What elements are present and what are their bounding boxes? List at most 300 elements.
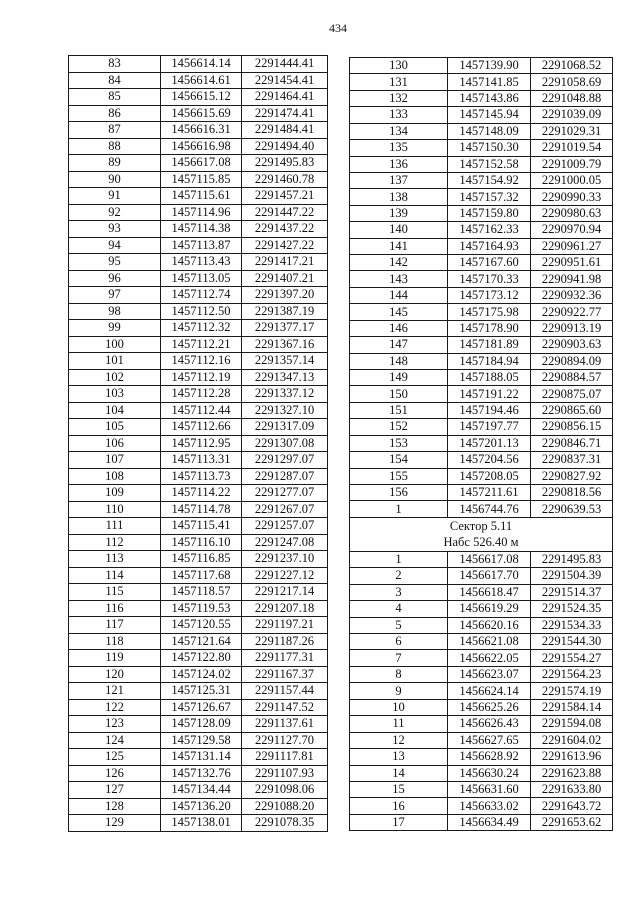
table-row (69, 89, 328, 106)
y-coordinate-cell: 2291157.44 (242, 683, 328, 700)
coordinates-table-body (350, 551, 613, 830)
x-coordinate-cell: 1457197.77 (448, 419, 531, 435)
y-coordinate-cell: 2291454.41 (242, 72, 328, 89)
y-coordinate-cell: 2291457.21 (242, 188, 328, 205)
x-coordinate-cell: 1457188.05 (448, 370, 531, 386)
table-row (69, 138, 328, 155)
y-coordinate-cell: 2291495.83 (242, 155, 328, 172)
x-coordinate-cell: 1457114.22 (161, 485, 242, 502)
table-row (350, 568, 613, 584)
table-row (69, 600, 328, 617)
x-coordinate-cell: 1457112.66 (161, 419, 242, 436)
table-row (69, 105, 328, 122)
table-row (69, 237, 328, 254)
y-coordinate-cell: 2291633.80 (531, 781, 613, 797)
y-coordinate-cell: 2291297.07 (242, 452, 328, 469)
y-coordinate-cell: 2290818.56 (531, 484, 613, 500)
x-coordinate-cell: 1456619.29 (448, 601, 531, 617)
point-number-cell: 124 (69, 732, 161, 749)
point-number-cell: 6 (350, 634, 448, 650)
x-coordinate-cell: 1457159.80 (448, 205, 531, 221)
point-number-cell: 15 (350, 781, 448, 797)
point-number-cell: 12 (350, 732, 448, 748)
coordinates-table-right (349, 57, 613, 831)
point-number-cell: 128 (69, 798, 161, 815)
x-coordinate-cell: 1456623.07 (448, 666, 531, 682)
y-coordinate-cell: 2291464.41 (242, 89, 328, 106)
table-row (350, 172, 613, 188)
table-row (350, 238, 613, 254)
y-coordinate-cell: 2291504.39 (531, 568, 613, 584)
x-coordinate-cell: 1457145.94 (448, 107, 531, 123)
x-coordinate-cell: 1457154.92 (448, 172, 531, 188)
table-row (69, 501, 328, 518)
x-coordinate-cell: 1457181.89 (448, 337, 531, 353)
y-coordinate-cell: 2291327.10 (242, 402, 328, 419)
y-coordinate-cell: 2291078.35 (242, 815, 328, 832)
point-number-cell: 127 (69, 782, 161, 799)
x-coordinate-cell: 1457113.31 (161, 452, 242, 469)
point-number-cell: 86 (69, 105, 161, 122)
x-coordinate-cell: 1457131.14 (161, 749, 242, 766)
y-coordinate-cell: 2290827.92 (531, 468, 613, 484)
y-coordinate-cell: 2291437.22 (242, 221, 328, 238)
table-row (350, 222, 613, 238)
table-row (69, 155, 328, 172)
x-coordinate-cell: 1456627.65 (448, 732, 531, 748)
table-row (69, 72, 328, 89)
table-row (350, 468, 613, 484)
x-coordinate-cell: 1456631.60 (448, 781, 531, 797)
point-number-cell: 102 (69, 369, 161, 386)
y-coordinate-cell: 2291474.41 (242, 105, 328, 122)
x-coordinate-cell: 1457125.31 (161, 683, 242, 700)
y-coordinate-cell: 2290894.09 (531, 353, 613, 369)
y-coordinate-cell: 2291277.07 (242, 485, 328, 502)
point-number-cell: 3 (350, 584, 448, 600)
x-coordinate-cell: 1457114.96 (161, 204, 242, 221)
coordinates-table-left (68, 55, 328, 832)
table-row (350, 650, 613, 666)
coordinates-table-body (69, 56, 328, 832)
table-row (69, 419, 328, 436)
y-coordinate-cell: 2291019.54 (531, 140, 613, 156)
point-number-cell: 132 (350, 90, 448, 106)
x-coordinate-cell: 1456617.08 (161, 155, 242, 172)
x-coordinate-cell: 1457112.50 (161, 303, 242, 320)
table-row (69, 303, 328, 320)
point-number-cell: 91 (69, 188, 161, 205)
y-coordinate-cell: 2290961.27 (531, 238, 613, 254)
x-coordinate-cell: 1456615.69 (161, 105, 242, 122)
y-coordinate-cell: 2291197.21 (242, 617, 328, 634)
point-number-cell: 115 (69, 584, 161, 601)
x-coordinate-cell: 1457118.57 (161, 584, 242, 601)
table-row (69, 452, 328, 469)
point-number-cell: 107 (69, 452, 161, 469)
x-coordinate-cell: 1457124.02 (161, 666, 242, 683)
y-coordinate-cell: 2291377.17 (242, 320, 328, 337)
point-number-cell: 113 (69, 551, 161, 568)
table-row (69, 633, 328, 650)
point-number-cell: 98 (69, 303, 161, 320)
y-coordinate-cell: 2291397.20 (242, 287, 328, 304)
y-coordinate-cell: 2291484.41 (242, 122, 328, 139)
table-row (69, 254, 328, 271)
table-row (69, 122, 328, 139)
table-row (69, 567, 328, 584)
point-number-cell: 149 (350, 370, 448, 386)
y-coordinate-cell: 2291137.61 (242, 716, 328, 733)
x-coordinate-cell: 1457115.41 (161, 518, 242, 535)
point-number-cell: 137 (350, 172, 448, 188)
table-row (69, 683, 328, 700)
table-row (350, 683, 613, 699)
table-row (69, 782, 328, 799)
point-number-cell: 141 (350, 238, 448, 254)
x-coordinate-cell: 1456624.14 (448, 683, 531, 699)
x-coordinate-cell: 1457170.33 (448, 271, 531, 287)
table-row (350, 386, 613, 402)
y-coordinate-cell: 2291604.02 (531, 732, 613, 748)
x-coordinate-cell: 1457113.87 (161, 237, 242, 254)
table-row (350, 749, 613, 765)
y-coordinate-cell: 2291068.52 (531, 58, 613, 74)
table-row (350, 765, 613, 781)
x-coordinate-cell: 1457191.22 (448, 386, 531, 402)
table-row (350, 402, 613, 418)
table-row (69, 534, 328, 551)
table-row (69, 204, 328, 221)
point-number-cell: 123 (69, 716, 161, 733)
table-row (350, 123, 613, 139)
y-coordinate-cell: 2291534.33 (531, 617, 613, 633)
table-row (350, 634, 613, 650)
point-number-cell: 121 (69, 683, 161, 700)
x-coordinate-cell: 1457164.93 (448, 238, 531, 254)
x-coordinate-cell: 1457162.33 (448, 222, 531, 238)
y-coordinate-cell: 2290903.63 (531, 337, 613, 353)
y-coordinate-cell: 2291177.31 (242, 650, 328, 667)
point-number-cell: 100 (69, 336, 161, 353)
point-number-cell: 125 (69, 749, 161, 766)
point-number-cell: 99 (69, 320, 161, 337)
point-number-cell: 139 (350, 205, 448, 221)
point-number-cell: 148 (350, 353, 448, 369)
table-row (69, 699, 328, 716)
point-number-cell: 10 (350, 699, 448, 715)
x-coordinate-cell: 1457208.05 (448, 468, 531, 484)
x-coordinate-cell: 1457136.20 (161, 798, 242, 815)
y-coordinate-cell: 2291427.22 (242, 237, 328, 254)
point-number-cell: 84 (69, 72, 161, 89)
point-number-cell: 106 (69, 435, 161, 452)
x-coordinate-cell: 1457129.58 (161, 732, 242, 749)
point-number-cell: 105 (69, 419, 161, 436)
point-number-cell: 5 (350, 617, 448, 633)
x-coordinate-cell: 1457173.12 (448, 287, 531, 303)
table-row (350, 255, 613, 271)
point-number-cell: 7 (350, 650, 448, 666)
point-number-cell: 1 (350, 501, 448, 517)
table-row (69, 650, 328, 667)
point-number-cell: 131 (350, 74, 448, 90)
point-number-cell: 144 (350, 287, 448, 303)
point-number-cell: 109 (69, 485, 161, 502)
sector-subtitle: Набс 526.40 м (443, 535, 519, 550)
x-coordinate-cell: 1456622.05 (448, 650, 531, 666)
point-number-cell: 153 (350, 435, 448, 451)
x-coordinate-cell: 1457134.44 (161, 782, 242, 799)
sector-title: Сектор 5.11 (449, 519, 513, 534)
y-coordinate-cell: 2291407.21 (242, 270, 328, 287)
y-coordinate-cell: 2291613.96 (531, 749, 613, 765)
x-coordinate-cell: 1457175.98 (448, 304, 531, 320)
x-coordinate-cell: 1457143.86 (448, 90, 531, 106)
table-row (69, 353, 328, 370)
point-number-cell: 138 (350, 189, 448, 205)
x-coordinate-cell: 1457184.94 (448, 353, 531, 369)
y-coordinate-cell: 2291337.12 (242, 386, 328, 403)
y-coordinate-cell: 2291564.23 (531, 666, 613, 682)
coordinates-table-body (350, 58, 613, 518)
x-coordinate-cell: 1457112.95 (161, 435, 242, 452)
y-coordinate-cell: 2291447.22 (242, 204, 328, 221)
point-number-cell: 140 (350, 222, 448, 238)
table-row (69, 485, 328, 502)
x-coordinate-cell: 1457141.85 (448, 74, 531, 90)
point-number-cell: 122 (69, 699, 161, 716)
y-coordinate-cell: 2291514.37 (531, 584, 613, 600)
point-number-cell: 96 (69, 270, 161, 287)
table-row (69, 270, 328, 287)
y-coordinate-cell: 2291524.35 (531, 601, 613, 617)
x-coordinate-cell: 1457112.21 (161, 336, 242, 353)
x-coordinate-cell: 1456614.14 (161, 56, 242, 73)
x-coordinate-cell: 1457112.16 (161, 353, 242, 370)
table-row (69, 468, 328, 485)
y-coordinate-cell: 2290884.57 (531, 370, 613, 386)
table-row (350, 699, 613, 715)
x-coordinate-cell: 1457178.90 (448, 320, 531, 336)
point-number-cell: 90 (69, 171, 161, 188)
table-row (350, 90, 613, 106)
y-coordinate-cell: 2291039.09 (531, 107, 613, 123)
x-coordinate-cell: 1457152.58 (448, 156, 531, 172)
table-row (350, 205, 613, 221)
x-coordinate-cell: 1457116.85 (161, 551, 242, 568)
table-row (69, 765, 328, 782)
point-number-cell: 146 (350, 320, 448, 336)
sector-header-row (350, 517, 613, 551)
y-coordinate-cell: 2290990.33 (531, 189, 613, 205)
y-coordinate-cell: 2291494.40 (242, 138, 328, 155)
y-coordinate-cell: 2291623.88 (531, 765, 613, 781)
point-number-cell: 111 (69, 518, 161, 535)
x-coordinate-cell: 1457116.10 (161, 534, 242, 551)
x-coordinate-cell: 1457113.43 (161, 254, 242, 271)
table-row (350, 58, 613, 74)
point-number-cell: 134 (350, 123, 448, 139)
x-coordinate-cell: 1456626.43 (448, 716, 531, 732)
table-row (350, 798, 613, 814)
table-row (350, 419, 613, 435)
point-number-cell: 145 (350, 304, 448, 320)
x-coordinate-cell: 1457114.78 (161, 501, 242, 518)
point-number-cell: 87 (69, 122, 161, 139)
x-coordinate-cell: 1456616.31 (161, 122, 242, 139)
point-number-cell: 150 (350, 386, 448, 402)
x-coordinate-cell: 1457112.44 (161, 402, 242, 419)
point-number-cell: 110 (69, 501, 161, 518)
point-number-cell: 14 (350, 765, 448, 781)
y-coordinate-cell: 2290856.15 (531, 419, 613, 435)
y-coordinate-cell: 2291048.88 (531, 90, 613, 106)
sector-header-cell (350, 517, 613, 551)
point-number-cell: 94 (69, 237, 161, 254)
point-number-cell: 93 (69, 221, 161, 238)
table-row (350, 484, 613, 500)
x-coordinate-cell: 1456634.49 (448, 814, 531, 830)
point-number-cell: 95 (69, 254, 161, 271)
y-coordinate-cell: 2291387.19 (242, 303, 328, 320)
table-row (350, 107, 613, 123)
x-coordinate-cell: 1456617.08 (448, 551, 531, 567)
y-coordinate-cell: 2291000.05 (531, 172, 613, 188)
x-coordinate-cell: 1457204.56 (448, 452, 531, 468)
table-row (69, 402, 328, 419)
table-row (69, 798, 328, 815)
y-coordinate-cell: 2291029.31 (531, 123, 613, 139)
table-row (350, 617, 613, 633)
y-coordinate-cell: 2291187.26 (242, 633, 328, 650)
y-coordinate-cell: 2291257.07 (242, 518, 328, 535)
point-number-cell: 118 (69, 633, 161, 650)
x-coordinate-cell: 1457157.32 (448, 189, 531, 205)
x-coordinate-cell: 1456618.47 (448, 584, 531, 600)
x-coordinate-cell: 1456617.70 (448, 568, 531, 584)
table-row (350, 732, 613, 748)
y-coordinate-cell: 2290932.36 (531, 287, 613, 303)
table-row (350, 601, 613, 617)
point-number-cell: 117 (69, 617, 161, 634)
y-coordinate-cell: 2291307.08 (242, 435, 328, 452)
table-row (69, 518, 328, 535)
point-number-cell: 152 (350, 419, 448, 435)
y-coordinate-cell: 2291653.62 (531, 814, 613, 830)
table-row (350, 716, 613, 732)
table-row (69, 716, 328, 733)
x-coordinate-cell: 1457113.05 (161, 270, 242, 287)
point-number-cell: 142 (350, 255, 448, 271)
point-number-cell: 120 (69, 666, 161, 683)
y-coordinate-cell: 2291643.72 (531, 798, 613, 814)
table-row (69, 287, 328, 304)
table-row (350, 370, 613, 386)
table-row (69, 369, 328, 386)
y-coordinate-cell: 2291247.08 (242, 534, 328, 551)
point-number-cell: 151 (350, 402, 448, 418)
table-row (350, 189, 613, 205)
y-coordinate-cell: 2291287.07 (242, 468, 328, 485)
y-coordinate-cell: 2291574.19 (531, 683, 613, 699)
y-coordinate-cell: 2291009.79 (531, 156, 613, 172)
table-row (350, 353, 613, 369)
table-row (350, 156, 613, 172)
table-row (69, 749, 328, 766)
x-coordinate-cell: 1457121.64 (161, 633, 242, 650)
table-row (350, 140, 613, 156)
y-coordinate-cell: 2290941.98 (531, 271, 613, 287)
x-coordinate-cell: 1457126.67 (161, 699, 242, 716)
table-row (69, 732, 328, 749)
x-coordinate-cell: 1457112.74 (161, 287, 242, 304)
x-coordinate-cell: 1456614.61 (161, 72, 242, 89)
table-row (69, 386, 328, 403)
y-coordinate-cell: 2290875.07 (531, 386, 613, 402)
point-number-cell: 119 (69, 650, 161, 667)
point-number-cell: 112 (69, 534, 161, 551)
y-coordinate-cell: 2290846.71 (531, 435, 613, 451)
x-coordinate-cell: 1457148.09 (448, 123, 531, 139)
table-row (350, 320, 613, 336)
table-row (69, 171, 328, 188)
y-coordinate-cell: 2291444.41 (242, 56, 328, 73)
point-number-cell: 97 (69, 287, 161, 304)
table-row (69, 336, 328, 353)
point-number-cell: 88 (69, 138, 161, 155)
sector-section (350, 517, 613, 551)
x-coordinate-cell: 1457119.53 (161, 600, 242, 617)
point-number-cell: 16 (350, 798, 448, 814)
point-number-cell: 130 (350, 58, 448, 74)
point-number-cell: 135 (350, 140, 448, 156)
y-coordinate-cell: 2291107.93 (242, 765, 328, 782)
table-row (350, 74, 613, 90)
x-coordinate-cell: 1457201.13 (448, 435, 531, 451)
x-coordinate-cell: 1456625.26 (448, 699, 531, 715)
table-row (69, 666, 328, 683)
point-number-cell: 85 (69, 89, 161, 106)
point-number-cell: 9 (350, 683, 448, 699)
point-number-cell: 92 (69, 204, 161, 221)
page-number: 434 (329, 21, 347, 35)
point-number-cell: 89 (69, 155, 161, 172)
y-coordinate-cell: 2291495.83 (531, 551, 613, 567)
y-coordinate-cell: 2290922.77 (531, 304, 613, 320)
point-number-cell: 104 (69, 402, 161, 419)
x-coordinate-cell: 1457139.90 (448, 58, 531, 74)
point-number-cell: 143 (350, 271, 448, 287)
table-row (69, 584, 328, 601)
table-row (69, 221, 328, 238)
table-row (69, 188, 328, 205)
y-coordinate-cell: 2290639.53 (531, 501, 613, 517)
y-coordinate-cell: 2291357.14 (242, 353, 328, 370)
x-coordinate-cell: 1456628.92 (448, 749, 531, 765)
x-coordinate-cell: 1456744.76 (448, 501, 531, 517)
y-coordinate-cell: 2291347.13 (242, 369, 328, 386)
y-coordinate-cell: 2290913.19 (531, 320, 613, 336)
x-coordinate-cell: 1456630.24 (448, 765, 531, 781)
point-number-cell: 17 (350, 814, 448, 830)
y-coordinate-cell: 2291594.08 (531, 716, 613, 732)
y-coordinate-cell: 2290865.60 (531, 402, 613, 418)
x-coordinate-cell: 1456620.16 (448, 617, 531, 633)
table-row (69, 320, 328, 337)
y-coordinate-cell: 2290951.61 (531, 255, 613, 271)
table-row (69, 56, 328, 73)
